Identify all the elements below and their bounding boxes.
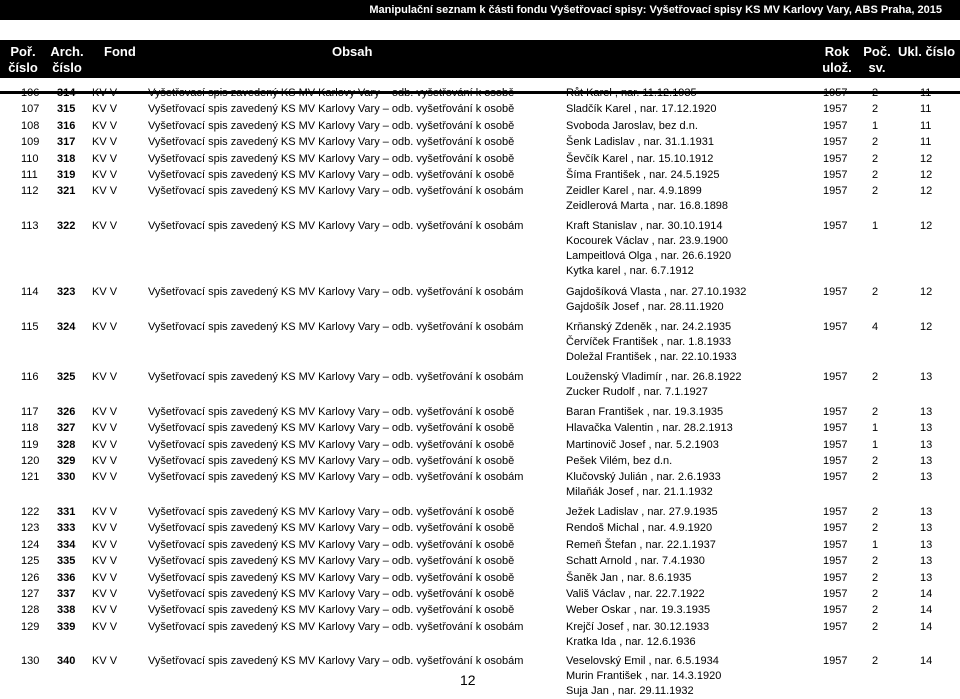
por-cislo-cell: 112 xyxy=(21,185,39,198)
person-name: Murin František , nar. 14.3.1920 xyxy=(566,670,722,683)
fond-cell: KV V xyxy=(92,620,118,633)
person-name: Šíma František , nar. 24.5.1925 xyxy=(566,169,720,181)
names-cell xyxy=(566,603,710,618)
poc-cell: 2 xyxy=(872,620,879,633)
poc-cell: 2 xyxy=(872,371,879,384)
fond-cell: KV V xyxy=(92,588,118,600)
fond-cell: KV V xyxy=(92,571,118,584)
rok-cell: 1957 xyxy=(823,371,848,384)
names-cell xyxy=(566,454,672,469)
por-cislo-cell: 108 xyxy=(21,119,40,132)
ukl-cell: 14 xyxy=(920,604,933,617)
ukl-cell: 13 xyxy=(920,555,933,568)
person-name: Schatt Arnold , nar. 7.4.1930 xyxy=(566,555,705,568)
names-cell xyxy=(566,521,712,536)
poc-cell: 2 xyxy=(872,571,879,584)
person-name: Gajdošíková Vlasta , nar. 27.10.1932 xyxy=(566,286,747,299)
person-name: Krejčí Josef , nar. 30.12.1933 xyxy=(566,620,710,633)
fond-cell: KV V xyxy=(92,655,118,668)
obsah-cell: Vyšetřovací spis zavedený KS MV Karlovy Vary – odb. vyšetřování k osobám xyxy=(148,620,524,633)
names-cell xyxy=(566,405,723,420)
poc-cell: 2 xyxy=(872,185,879,198)
person-name: Zucker Rudolf , nar. 7.1.1927 xyxy=(566,386,708,399)
obsah-cell: Vyšetřovací spis zavedený KS MV Karlovy Vary – odb. vyšetřování k osobě xyxy=(148,522,515,535)
person-name: Remeň Štefan , nar. 22.1.1937 xyxy=(566,538,716,551)
document-title: Manipulační seznam k části fondu Vyšetřovací spisy: Vyšetřovací spisy KS MV Karlovy Vary, ABS Praha, 2015 xyxy=(0,0,960,20)
poc-cell: 2 xyxy=(872,555,879,568)
rok-cell: 1957 xyxy=(823,571,848,584)
obsah-cell: Vyšetřovací spis zavedený KS MV Karlovy Vary – odb. vyšetřování k osobě xyxy=(148,506,515,518)
poc-cell: 2 xyxy=(872,588,879,600)
person-name: Sladčík Karel , nar. 17.12.1920 xyxy=(566,103,717,116)
rok-cell: 1957 xyxy=(823,286,848,299)
ukl-cell: 11 xyxy=(920,119,932,132)
ukl-cell: 13 xyxy=(920,471,933,484)
header-obsah: Obsah xyxy=(332,44,373,59)
por-cislo-cell: 122 xyxy=(21,506,40,518)
ukl-cell: 14 xyxy=(920,655,933,668)
poc-cell: 1 xyxy=(872,538,879,551)
arch-cislo-cell: 317 xyxy=(57,136,76,149)
person-name: Krňanský Zdeněk , nar. 24.2.1935 xyxy=(566,320,732,333)
header-ukl-cislo: Ukl. číslo xyxy=(898,44,956,59)
obsah-cell: Vyšetřovací spis zavedený KS MV Karlovy Vary – odb. vyšetřování k osobě xyxy=(148,571,515,584)
obsah-cell: Vyšetřovací spis zavedený KS MV Karlovy Vary – odb. vyšetřování k osobám xyxy=(148,220,524,232)
rok-cell: 1957 xyxy=(823,103,848,116)
por-cislo-cell: 110 xyxy=(21,152,39,165)
poc-cell: 2 xyxy=(872,152,879,165)
fond-cell: KV V xyxy=(92,405,118,418)
por-cislo-cell: 124 xyxy=(21,538,40,551)
fond-cell: KV V xyxy=(92,320,118,333)
poc-cell: 1 xyxy=(872,422,879,435)
arch-cislo-cell: 318 xyxy=(57,152,76,165)
arch-cislo-cell: 330 xyxy=(57,471,76,484)
person-name: Ježek Ladislav , nar. 27.9.1935 xyxy=(566,506,718,518)
names-cell xyxy=(566,620,709,650)
names-cell xyxy=(566,571,691,586)
names-cell xyxy=(566,119,698,134)
arch-cislo-cell: 327 xyxy=(57,422,76,435)
arch-cislo-cell: 329 xyxy=(57,455,76,467)
person-name: Doležal František , nar. 22.10.1933 xyxy=(566,350,737,363)
rok-cell: 1957 xyxy=(823,471,848,484)
fond-cell: KV V xyxy=(92,506,118,518)
obsah-cell: Vyšetřovací spis zavedený KS MV Karlovy Vary – odb. vyšetřování k osobě xyxy=(148,555,515,568)
ukl-cell: 14 xyxy=(920,588,933,600)
names-cell xyxy=(566,505,718,520)
rok-cell: 1957 xyxy=(823,87,848,99)
poc-cell: 2 xyxy=(872,455,879,467)
fond-cell: KV V xyxy=(92,103,118,116)
poc-cell: 1 xyxy=(872,220,879,232)
rok-cell: 1957 xyxy=(823,604,848,617)
fond-cell: KV V xyxy=(92,538,118,551)
ukl-cell: 13 xyxy=(920,538,933,551)
person-name: Baran František , nar. 19.3.1935 xyxy=(566,405,724,418)
obsah-cell: Vyšetřovací spis zavedený KS MV Karlovy Vary – odb. vyšetřování k osobě xyxy=(148,588,515,600)
obsah-cell: Vyšetřovací spis zavedený KS MV Karlovy Vary – odb. vyšetřování k osobám xyxy=(148,371,524,384)
ukl-cell: 13 xyxy=(920,455,933,467)
names-cell xyxy=(566,438,719,453)
poc-cell: 1 xyxy=(872,438,879,451)
por-cislo-cell: 115 xyxy=(21,320,39,333)
ukl-cell: 14 xyxy=(920,620,933,633)
arch-cislo-cell: 333 xyxy=(57,522,76,535)
por-cislo-cell: 116 xyxy=(21,371,39,384)
arch-cislo-cell: 324 xyxy=(57,320,76,333)
poc-cell: 2 xyxy=(872,169,879,181)
person-name: Martinovič Josef , nar. 5.2.1903 xyxy=(566,438,719,451)
fond-cell: KV V xyxy=(92,438,118,451)
arch-cislo-cell: 325 xyxy=(57,371,76,384)
person-name: Kratka Ida , nar. 12.6.1936 xyxy=(566,635,696,648)
fond-cell: KV V xyxy=(92,522,118,535)
obsah-cell: Vyšetřovací spis zavedený KS MV Karlovy Vary – odb. vyšetřování k osobě xyxy=(148,136,515,149)
obsah-cell: Vyšetřovací spis zavedený KS MV Karlovy Vary – odb. vyšetřování k osobě xyxy=(148,438,515,451)
obsah-cell: Vyšetřovací spis zavedený KS MV Karlovy Vary – odb. vyšetřování k osobám xyxy=(148,286,524,299)
rok-cell: 1957 xyxy=(823,438,848,451)
rok-cell: 1957 xyxy=(823,136,848,149)
poc-cell: 1 xyxy=(872,119,879,132)
fond-cell: KV V xyxy=(92,169,118,181)
por-cislo-cell: 126 xyxy=(21,571,40,584)
obsah-cell: Vyšetřovací spis zavedený KS MV Karlovy Vary – odb. vyšetřování k osobě xyxy=(148,103,515,116)
ukl-cell: 11 xyxy=(920,136,932,149)
por-cislo-cell: 129 xyxy=(21,620,40,633)
person-name: Pešek Vilém, bez d.n. xyxy=(566,455,673,467)
rok-cell: 1957 xyxy=(823,185,848,198)
fond-cell: KV V xyxy=(92,371,118,384)
names-cell xyxy=(566,470,721,500)
fond-cell: KV V xyxy=(92,286,118,299)
por-cislo-cell: 119 xyxy=(21,438,39,451)
arch-cislo-cell: 336 xyxy=(57,571,76,584)
rok-cell: 1957 xyxy=(823,588,848,600)
names-cell xyxy=(566,421,733,436)
person-name: Hlavačka Valentin , nar. 28.2.1913 xyxy=(566,422,733,435)
person-name: Kytka karel , nar. 6.7.1912 xyxy=(566,265,694,277)
table-header xyxy=(0,40,960,78)
ukl-cell: 13 xyxy=(920,371,933,384)
names-cell xyxy=(566,184,728,214)
rok-cell: 1957 xyxy=(823,522,848,535)
por-cislo-cell: 123 xyxy=(21,522,40,535)
rok-cell: 1957 xyxy=(823,422,848,435)
header-rok-uloz: Rok ulož. xyxy=(822,44,852,75)
person-name: Klučovský Julián , nar. 2.6.1933 xyxy=(566,471,721,484)
ukl-cell: 13 xyxy=(920,438,933,451)
names-cell xyxy=(566,102,716,117)
fond-cell: KV V xyxy=(92,152,118,165)
ukl-cell: 12 xyxy=(920,220,933,232)
obsah-cell: Vyšetřovací spis zavedený KS MV Karlovy Vary – odb. vyšetřování k osobě xyxy=(148,119,515,132)
rok-cell: 1957 xyxy=(823,119,848,132)
ukl-cell: 12 xyxy=(920,152,933,165)
rok-cell: 1957 xyxy=(823,506,848,518)
por-cislo-cell: 120 xyxy=(21,455,40,467)
names-cell xyxy=(566,219,731,279)
person-name: Červíček František , nar. 1.8.1933 xyxy=(566,335,732,348)
fond-cell: KV V xyxy=(92,471,118,484)
obsah-cell: Vyšetřovací spis zavedený KS MV Karlovy Vary – odb. vyšetřování k osobě xyxy=(148,538,515,551)
header-fond: Fond xyxy=(104,44,136,59)
rok-cell: 1957 xyxy=(823,455,848,467)
rok-cell: 1957 xyxy=(823,538,848,551)
fond-cell: KV V xyxy=(92,555,118,568)
rok-cell: 1957 xyxy=(823,220,848,232)
obsah-cell: Vyšetřovací spis zavedený KS MV Karlovy Vary – odb. vyšetřování k osobě xyxy=(148,169,515,181)
arch-cislo-cell: 316 xyxy=(57,119,76,132)
fond-cell: KV V xyxy=(92,87,118,99)
obsah-cell: Vyšetřovací spis zavedený KS MV Karlovy Vary – odb. vyšetřování k osobě xyxy=(148,604,515,617)
person-name: Šenk Ladislav , nar. 31.1.1931 xyxy=(566,136,714,149)
por-cislo-cell: 117 xyxy=(21,405,39,418)
por-cislo-cell: 113 xyxy=(21,220,39,232)
names-cell xyxy=(566,285,746,315)
poc-cell: 2 xyxy=(872,87,879,99)
rok-cell: 1957 xyxy=(823,405,848,418)
arch-cislo-cell: 331 xyxy=(57,506,76,518)
person-name: Lampeitlová Olga , nar. 26.6.1920 xyxy=(566,250,732,262)
rok-cell: 1957 xyxy=(823,620,848,633)
obsah-cell: Vyšetřovací spis zavedený KS MV Karlovy Vary – odb. vyšetřování k osobám xyxy=(148,185,524,198)
person-name: Svoboda Jaroslav, bez d.n. xyxy=(566,119,698,132)
arch-cislo-cell: 326 xyxy=(57,405,76,418)
ukl-cell: 12 xyxy=(920,320,933,333)
names-cell xyxy=(566,538,716,553)
arch-cislo-cell: 314 xyxy=(57,87,76,99)
person-name: Vališ Václav , nar. 22.7.1922 xyxy=(566,588,705,600)
ukl-cell: 12 xyxy=(920,286,933,299)
arch-cislo-cell: 340 xyxy=(57,655,76,668)
arch-cislo-cell: 339 xyxy=(57,620,76,633)
obsah-cell: Vyšetřovací spis zavedený KS MV Karlovy Vary – odb. vyšetřování k osobě xyxy=(148,405,515,418)
fond-cell: KV V xyxy=(92,455,118,467)
ukl-cell: 13 xyxy=(920,506,933,518)
poc-cell: 2 xyxy=(872,506,879,518)
fond-cell: KV V xyxy=(92,422,118,435)
ukl-cell: 11 xyxy=(920,103,932,116)
person-name: Ševčík Karel , nar. 15.10.1912 xyxy=(566,152,714,165)
page-number: 12 xyxy=(460,672,476,688)
poc-cell: 2 xyxy=(872,103,879,116)
arch-cislo-cell: 335 xyxy=(57,555,76,568)
por-cislo-cell: 114 xyxy=(21,286,39,299)
por-cislo-cell: 128 xyxy=(21,604,40,617)
rok-cell: 1957 xyxy=(823,152,848,165)
ukl-cell: 12 xyxy=(920,185,933,198)
obsah-cell: Vyšetřovací spis zavedený KS MV Karlovy Vary – odb. vyšetřování k osobám xyxy=(148,320,524,333)
poc-cell: 2 xyxy=(872,522,879,535)
names-cell xyxy=(566,86,697,101)
rok-cell: 1957 xyxy=(823,169,848,181)
header-arch-cislo: Arch. číslo xyxy=(50,44,84,75)
fond-cell: KV V xyxy=(92,185,118,198)
arch-cislo-cell: 321 xyxy=(57,185,76,198)
names-cell xyxy=(566,152,713,167)
header-por-cislo: Poř. číslo xyxy=(8,44,38,75)
arch-cislo-cell: 328 xyxy=(57,438,76,451)
por-cislo-cell: 130 xyxy=(21,655,40,668)
obsah-cell: Vyšetřovací spis zavedený KS MV Karlovy Vary – odb. vyšetřování k osobě xyxy=(148,87,515,99)
person-name: Rendoš Michal , nar. 4.9.1920 xyxy=(566,522,713,535)
ukl-cell: 12 xyxy=(920,169,933,181)
obsah-cell: Vyšetřovací spis zavedený KS MV Karlovy Vary – odb. vyšetřování k osobám xyxy=(148,471,524,484)
names-cell xyxy=(566,320,737,365)
arch-cislo-cell: 322 xyxy=(57,220,76,232)
names-cell xyxy=(566,370,742,400)
names-cell xyxy=(566,654,721,699)
person-name: Růt Karel , nar. 11.12.1935 xyxy=(566,87,697,99)
arch-cislo-cell: 319 xyxy=(57,169,76,181)
rok-cell: 1957 xyxy=(823,555,848,568)
rok-cell: 1957 xyxy=(823,320,848,333)
person-name: Kocourek Václav , nar. 23.9.1900 xyxy=(566,235,729,247)
arch-cislo-cell: 334 xyxy=(57,538,76,551)
names-cell xyxy=(566,587,705,602)
fond-cell: KV V xyxy=(92,604,118,617)
person-name: Kraft Stanislav , nar. 30.10.1914 xyxy=(566,220,723,232)
poc-cell: 2 xyxy=(872,655,879,668)
ukl-cell: 13 xyxy=(920,405,933,418)
obsah-cell: Vyšetřovací spis zavedený KS MV Karlovy Vary – odb. vyšetřování k osobě xyxy=(148,152,515,165)
rok-cell: 1957 xyxy=(823,655,848,668)
arch-cislo-cell: 323 xyxy=(57,286,76,299)
person-name: Weber Oskar , nar. 19.3.1935 xyxy=(566,604,711,617)
person-name: Suja Jan , nar. 29.11.1932 xyxy=(566,685,694,698)
por-cislo-cell: 121 xyxy=(21,471,40,484)
poc-cell: 2 xyxy=(872,604,879,617)
person-name: Zeidler Karel , nar. 4.9.1899 xyxy=(566,185,702,198)
fond-cell: KV V xyxy=(92,136,118,149)
poc-cell: 2 xyxy=(872,471,879,484)
poc-cell: 4 xyxy=(872,320,879,333)
arch-cislo-cell: 315 xyxy=(57,103,76,116)
person-name: Gajdošík Josef , nar. 28.11.1920 xyxy=(566,301,724,314)
person-name: Louženský Vladimír , nar. 26.8.1922 xyxy=(566,371,742,384)
obsah-cell: Vyšetřovací spis zavedený KS MV Karlovy Vary – odb. vyšetřování k osobám xyxy=(148,655,524,668)
person-name: Zeidlerová Marta , nar. 16.8.1898 xyxy=(566,200,729,213)
ukl-cell: 11 xyxy=(920,87,932,99)
por-cislo-cell: 107 xyxy=(21,103,40,116)
arch-cislo-cell: 337 xyxy=(57,588,76,600)
arch-cislo-cell: 338 xyxy=(57,604,76,617)
por-cislo-cell: 106 xyxy=(21,87,40,99)
por-cislo-cell: 127 xyxy=(21,588,40,600)
obsah-cell: Vyšetřovací spis zavedený KS MV Karlovy Vary – odb. vyšetřování k osobě xyxy=(148,455,515,467)
por-cislo-cell: 109 xyxy=(21,136,40,149)
names-cell xyxy=(566,168,719,183)
person-name: Veselovský Emil , nar. 6.5.1934 xyxy=(566,655,719,668)
names-cell xyxy=(566,554,705,569)
por-cislo-cell: 118 xyxy=(21,422,39,435)
ukl-cell: 13 xyxy=(920,571,933,584)
person-name: Milaňák Josef , nar. 21.1.1932 xyxy=(566,486,713,499)
fond-cell: KV V xyxy=(92,119,118,132)
header-poc-sv: Poč. sv. xyxy=(863,44,891,75)
por-cislo-cell: 125 xyxy=(21,555,40,568)
obsah-cell: Vyšetřovací spis zavedený KS MV Karlovy Vary – odb. vyšetřování k osobě xyxy=(148,422,515,435)
por-cislo-cell: 111 xyxy=(21,169,38,181)
person-name: Šaněk Jan , nar. 8.6.1935 xyxy=(566,571,692,584)
fond-cell: KV V xyxy=(92,220,118,232)
ukl-cell: 13 xyxy=(920,522,933,535)
names-cell xyxy=(566,135,714,150)
ukl-cell: 13 xyxy=(920,422,933,435)
poc-cell: 2 xyxy=(872,136,879,149)
poc-cell: 2 xyxy=(872,286,879,299)
poc-cell: 2 xyxy=(872,405,879,418)
